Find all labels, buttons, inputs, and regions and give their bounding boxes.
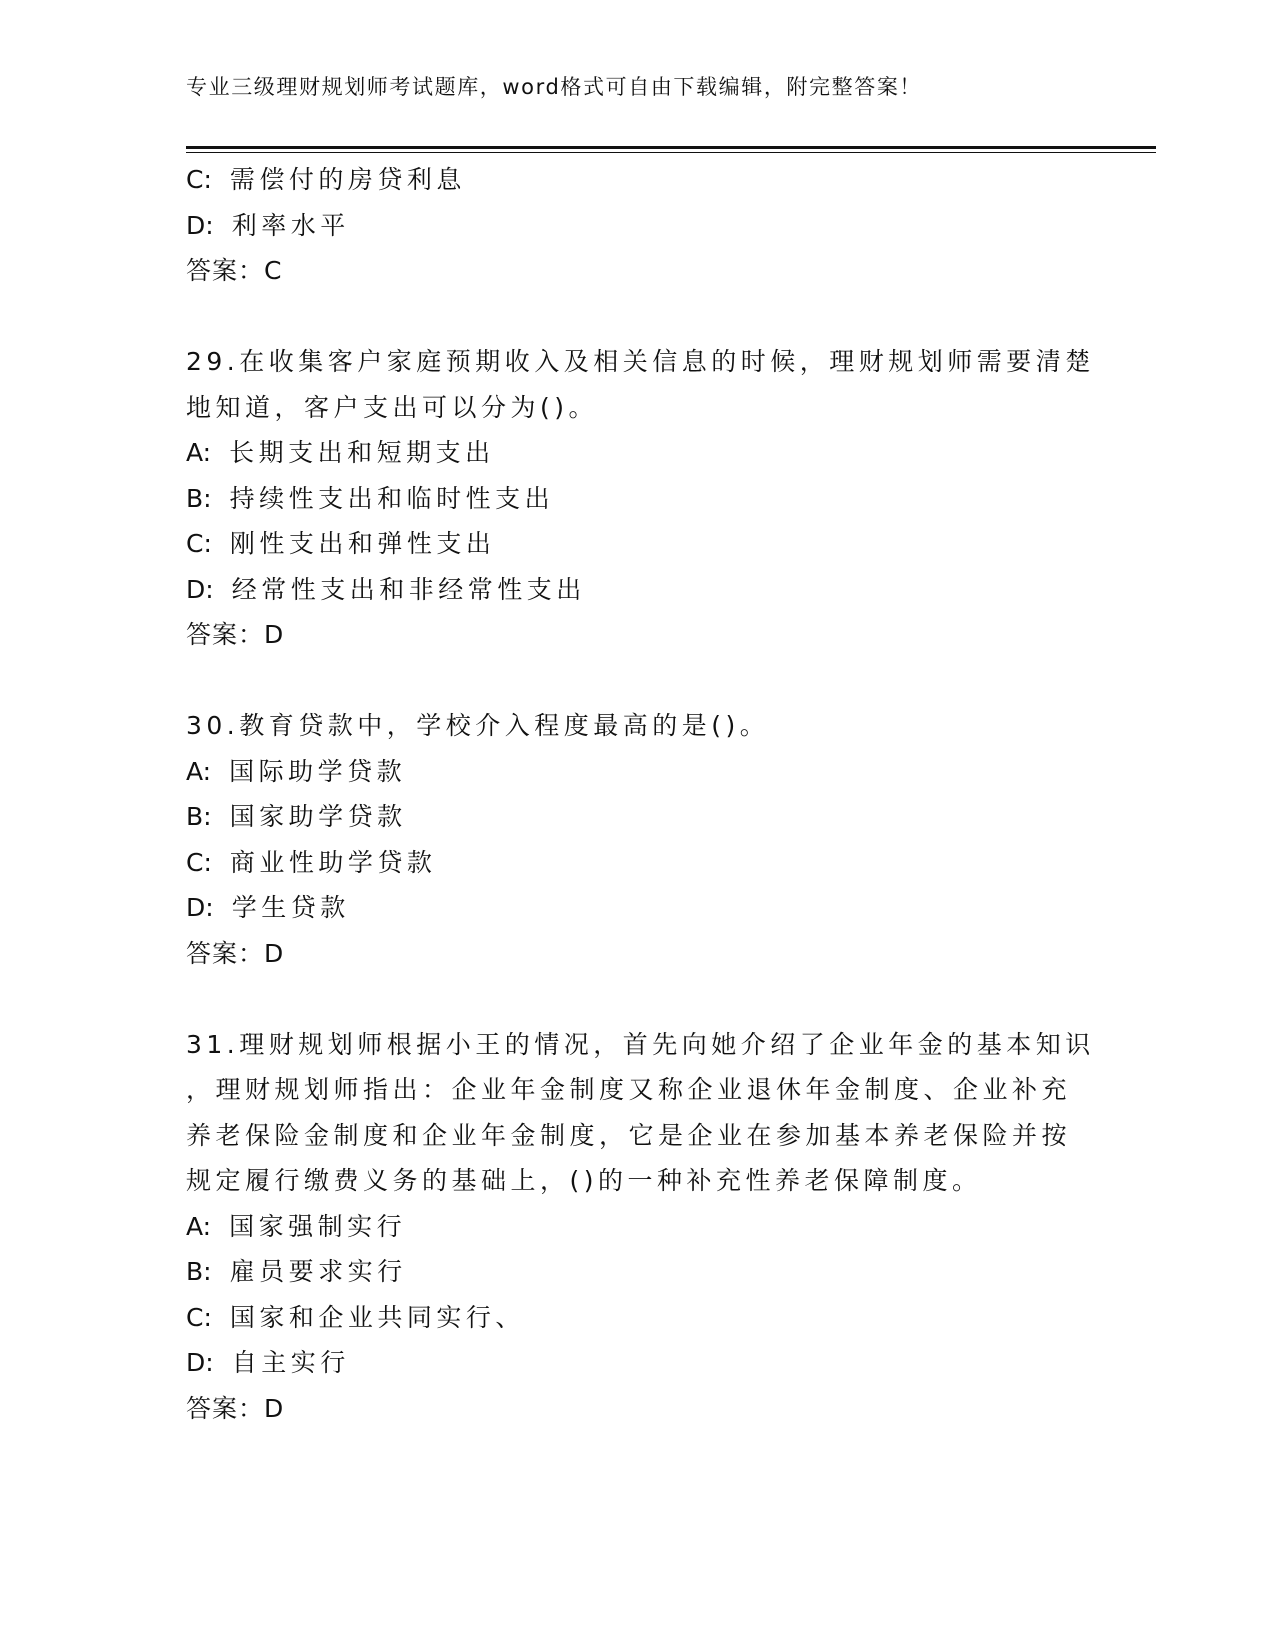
option-label: C:	[186, 1302, 212, 1332]
answer: 答案：D	[186, 938, 285, 968]
spacer	[186, 658, 1086, 704]
option-d	[186, 885, 1086, 931]
option-label: D:	[186, 574, 214, 604]
question-stem: 规定履行缴费义务的基础上，()的一种补充性养老保障制度。	[186, 1166, 982, 1195]
option-b	[186, 794, 1086, 840]
option-text: 需偿付的房贷利息	[229, 165, 466, 194]
option-text: 国家助学贷款	[229, 802, 407, 831]
option-label: B:	[186, 483, 212, 513]
lead-question-tail	[186, 157, 1086, 294]
option-label: B:	[186, 802, 212, 831]
option-text: 自主实行	[231, 1348, 350, 1377]
option-label: C:	[186, 165, 212, 194]
option-text: 刚性支出和弹性支出	[229, 529, 496, 558]
option-text: 学生贷款	[231, 893, 350, 922]
question-29	[186, 339, 1095, 658]
question-stem: 29.在收集客户家庭预期收入及相关信息的时候，理财规划师需要清楚	[186, 347, 1095, 376]
option-label: C:	[186, 529, 212, 558]
option-c	[186, 157, 1086, 203]
question-stem: ，理财规划师指出：企业年金制度又称企业退休年金制度、企业补充	[186, 1075, 1072, 1104]
answer: 答案：D	[186, 1393, 285, 1423]
question-stem: 31.理财规划师根据小王的情况，首先向她介绍了企业年金的基本知识	[186, 1029, 1095, 1059]
question-stem: 30.教育贷款中，学校介入程度最高的是()。	[186, 711, 770, 740]
spacer	[186, 976, 1086, 1022]
header-rule-thin	[186, 152, 1156, 153]
option-text: 国家强制实行	[229, 1211, 407, 1241]
option-text: 商业性助学贷款	[229, 847, 437, 877]
question-content	[186, 157, 1095, 1431]
answer: 答案：C	[186, 256, 283, 285]
option-d	[186, 203, 1086, 249]
option-label: A:	[186, 438, 212, 467]
option-text: 持续性支出和临时性支出	[229, 483, 555, 513]
option-label: D:	[186, 210, 214, 240]
option-d	[186, 1340, 1086, 1386]
option-label: D:	[186, 893, 214, 922]
question-stem: 养老保险金制度和企业年金制度，它是企业在参加基本养老保险并按	[186, 1120, 1072, 1150]
question-stem: 地知道，客户支出可以分为()。	[186, 392, 599, 422]
option-label: D:	[186, 1348, 214, 1377]
option-text: 国家和企业共同实行、	[229, 1302, 525, 1332]
option-text: 国际助学贷款	[229, 756, 407, 786]
option-a	[186, 1204, 1086, 1250]
option-text: 长期支出和短期支出	[229, 438, 495, 467]
answer: 答案：D	[186, 620, 285, 649]
option-text: 利率水平	[231, 210, 350, 240]
option-label: C:	[186, 847, 212, 877]
option-a	[186, 749, 1086, 795]
option-text: 雇员要求实行	[229, 1257, 407, 1286]
option-a	[186, 430, 1086, 476]
option-label: A:	[186, 756, 212, 786]
option-text: 经常性支出和非经常性支出	[231, 574, 586, 604]
question-31	[186, 1022, 1095, 1432]
option-c	[186, 521, 1086, 567]
spacer	[186, 294, 1086, 340]
option-label: B:	[186, 1257, 212, 1286]
option-label: A:	[186, 1211, 212, 1241]
option-c	[186, 1295, 1086, 1341]
option-c	[186, 840, 1086, 886]
option-d	[186, 567, 1086, 613]
option-b	[186, 1249, 1086, 1295]
header-rule-thick	[186, 146, 1156, 149]
page-header: 专业三级理财规划师考试题库，word格式可自由下载编辑，附完整答案！	[186, 75, 923, 99]
option-b	[186, 476, 1086, 522]
question-30	[186, 703, 1086, 976]
